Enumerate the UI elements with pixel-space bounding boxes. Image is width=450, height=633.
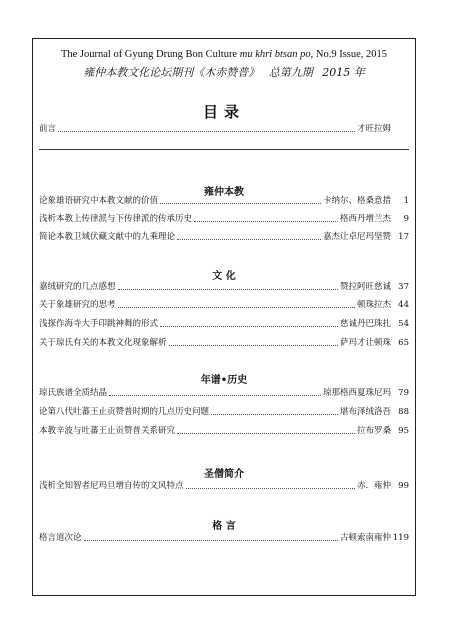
page-frame xyxy=(32,38,416,596)
journal-chinese-title xyxy=(33,64,415,80)
entry-title: 格言道次论 xyxy=(39,533,82,543)
entry-page: 1 xyxy=(403,196,409,206)
toc-entry[interactable] xyxy=(39,277,409,293)
entry-author: 格西丹增兰杰 xyxy=(339,214,391,224)
entry-title: 论第八代吐蕃王止贡赞普时期的几点历史问题 xyxy=(39,407,210,417)
toc-entry[interactable] xyxy=(39,227,409,243)
entry-title: 本教辛波与吐蕃王止贡赞普关系研究 xyxy=(39,426,176,436)
section-title: 雍仲本教 xyxy=(204,187,244,198)
entry-author: 拉布罗桑 xyxy=(356,426,391,436)
entry-page: 79 xyxy=(398,388,409,398)
entry-author: 琼那格西夏珠尼玛 xyxy=(322,388,391,398)
journal-title-prefix: The Journal of Gyung Drung Bon Culture xyxy=(60,49,240,60)
journal-english-title xyxy=(33,49,415,60)
section-title: 圣僧简介 xyxy=(204,469,244,480)
entry-author: 卡纳尔、格桑意措 xyxy=(322,196,391,206)
entry-author: 顿珠拉杰 xyxy=(356,300,391,310)
leader-dots xyxy=(169,345,338,346)
leader-dots xyxy=(186,488,355,489)
entry-title: 琼氏族谱全质结晶 xyxy=(39,388,108,398)
entry-page: 99 xyxy=(398,481,409,491)
leader-dots xyxy=(160,203,321,204)
entry-title: 论象雄语研究中本教文献的价值 xyxy=(39,196,159,206)
section-title: 文 化 xyxy=(212,271,236,282)
entry-author: 慈诚丹巴珠扎 xyxy=(339,319,391,329)
entry-title: 浅析本教上传律派与下传律派的传承历史 xyxy=(39,214,193,224)
leader-dots xyxy=(177,239,321,240)
entry-page: 17 xyxy=(398,232,409,242)
divider xyxy=(39,149,409,150)
entry-title: 浅探作海寺大手印跳神舞的形式 xyxy=(39,319,159,329)
preface-entry[interactable] xyxy=(39,119,409,135)
entry-title: 前言 xyxy=(39,124,57,134)
journal-cn-issue: 总第九期 xyxy=(268,66,313,79)
leader-dots xyxy=(160,326,338,327)
toc-entry[interactable] xyxy=(39,421,409,437)
toc-heading: 目录 xyxy=(202,103,245,121)
entry-author: 赤．雍仲 xyxy=(356,481,391,491)
entry-page: 65 xyxy=(398,338,409,348)
entry-page: 95 xyxy=(398,426,409,436)
leader-dots xyxy=(118,307,355,308)
journal-title-italic: mu khri btsan po xyxy=(239,49,311,60)
leader-dots xyxy=(84,540,338,541)
toc-entry[interactable] xyxy=(39,333,409,349)
toc-entry[interactable] xyxy=(39,528,409,544)
journal-cn-year: 2015 年 xyxy=(322,66,365,79)
leader-dots xyxy=(211,414,338,415)
entry-title: 简论本教卫域伏藏文献中的九乘理论 xyxy=(39,232,176,242)
entry-page: 44 xyxy=(398,300,409,310)
toc-entry[interactable] xyxy=(39,209,409,225)
entry-page: 54 xyxy=(398,319,409,329)
entry-page: 88 xyxy=(398,407,409,417)
toc-entry[interactable] xyxy=(39,476,409,492)
leader-dots xyxy=(109,395,321,396)
entry-author: 堪布泽绒洛吾 xyxy=(339,407,391,417)
toc-entry[interactable] xyxy=(39,191,409,207)
leader-dots xyxy=(118,289,338,290)
leader-dots xyxy=(194,221,338,222)
journal-title-suffix: , No.9 Issue, 2015 xyxy=(310,49,388,60)
entry-author: 才旺拉姆 xyxy=(356,124,391,134)
leader-dots xyxy=(58,131,355,132)
leader-dots xyxy=(177,433,355,434)
toc-entry[interactable] xyxy=(39,314,409,330)
entry-page: 9 xyxy=(403,214,409,224)
entry-title: 关于琼氏有关的本教文化现象解析 xyxy=(39,338,167,348)
toc-entry[interactable] xyxy=(39,402,409,418)
entry-page: 37 xyxy=(398,282,409,292)
entry-title: 嘉绒研究的几点感想 xyxy=(39,282,116,292)
entry-title: 浅析全知智者尼玛旦增自传的文风特点 xyxy=(39,481,184,491)
entry-title: 关于象雄研究的思考 xyxy=(39,300,116,310)
journal-cn-name: 雍仲本教文化论坛期刊《木赤赞普》 xyxy=(83,66,260,79)
entry-author: 萨玛才让顿珠 xyxy=(339,338,391,348)
toc-entry[interactable] xyxy=(39,295,409,311)
entry-author: 赞拉阿旺慈诚 xyxy=(339,282,391,292)
entry-page: 119 xyxy=(392,533,409,543)
entry-author: 古顿索南雍仲 xyxy=(339,533,391,543)
entry-author: 嘉杰让卓尼玛坚赞 xyxy=(322,232,391,242)
section-title: 年谱•历史 xyxy=(200,375,248,386)
toc-entry[interactable] xyxy=(39,383,409,399)
section-title: 格 言 xyxy=(212,521,236,532)
